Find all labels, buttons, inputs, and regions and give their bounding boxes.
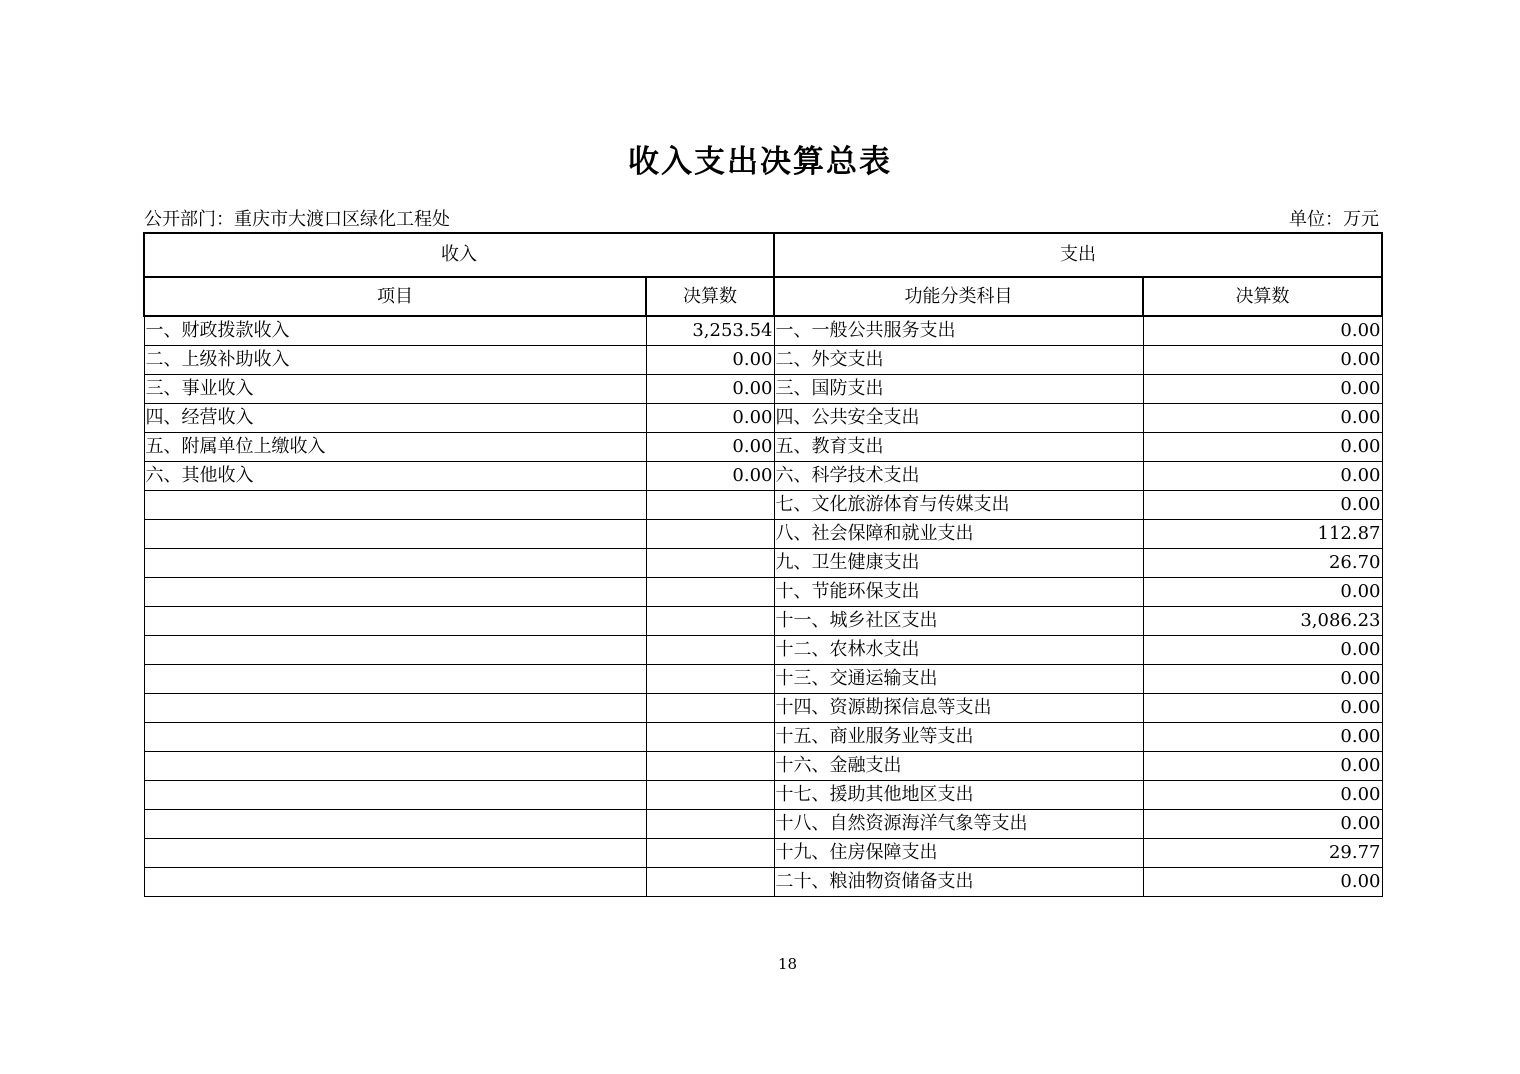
amount2-header: 决算数 <box>1143 277 1382 316</box>
expense-item-cell: 十四、资源勘探信息等支出 <box>774 694 1143 723</box>
income-amount-cell: 0.00 <box>646 433 774 462</box>
expense-item-cell: 十八、自然资源海洋气象等支出 <box>774 810 1143 839</box>
expense-amount-cell: 0.00 <box>1143 752 1382 781</box>
table-row <box>144 723 1382 752</box>
department-label: 公开部门：重庆市大渡口区绿化工程处 <box>144 209 450 230</box>
expense-amount-cell: 3,086.23 <box>1143 607 1382 636</box>
income-expense-table <box>143 232 1383 897</box>
income-item-cell: 四、经营收入 <box>144 404 646 433</box>
page-title: 收入支出决算总表 <box>628 144 892 180</box>
income-item-cell <box>144 636 646 665</box>
item-header: 项目 <box>144 277 646 316</box>
expense-amount-cell: 0.00 <box>1143 375 1382 404</box>
income-amount-cell <box>646 578 774 607</box>
expense-item-cell: 十七、援助其他地区支出 <box>774 781 1143 810</box>
table-row <box>144 665 1382 694</box>
income-amount-cell <box>646 607 774 636</box>
income-item-cell: 六、其他收入 <box>144 462 646 491</box>
expense-header: 支出 <box>774 233 1382 277</box>
income-amount-cell <box>646 491 774 520</box>
income-item-cell <box>144 868 646 897</box>
income-item-cell <box>144 520 646 549</box>
amount-header: 决算数 <box>646 277 774 316</box>
expense-item-cell: 五、教育支出 <box>774 433 1143 462</box>
header-row-columns <box>144 277 1382 316</box>
table-row <box>144 404 1382 433</box>
expense-item-cell: 十六、金融支出 <box>774 752 1143 781</box>
income-item-cell <box>144 839 646 868</box>
table-row <box>144 839 1382 868</box>
expense-amount-cell: 0.00 <box>1143 316 1382 346</box>
expense-amount-cell: 0.00 <box>1143 491 1382 520</box>
expense-amount-cell: 29.77 <box>1143 839 1382 868</box>
income-amount-cell <box>646 636 774 665</box>
func-category-header: 功能分类科目 <box>774 277 1143 316</box>
expense-amount-cell: 112.87 <box>1143 520 1382 549</box>
income-amount-cell <box>646 723 774 752</box>
expense-item-cell: 二、外交支出 <box>774 346 1143 375</box>
income-item-cell <box>144 810 646 839</box>
expense-item-cell: 十九、住房保障支出 <box>774 839 1143 868</box>
income-item-cell <box>144 723 646 752</box>
unit-label: 单位：万元 <box>1289 209 1379 230</box>
income-amount-cell <box>646 665 774 694</box>
expense-item-cell: 一、一般公共服务支出 <box>774 316 1143 346</box>
table-row <box>144 462 1382 491</box>
table-row <box>144 491 1382 520</box>
expense-item-cell: 十三、交通运输支出 <box>774 665 1143 694</box>
table-row <box>144 868 1382 897</box>
income-amount-cell: 0.00 <box>646 462 774 491</box>
income-amount-cell <box>646 781 774 810</box>
expense-amount-cell: 0.00 <box>1143 636 1382 665</box>
expense-item-cell: 九、卫生健康支出 <box>774 549 1143 578</box>
income-item-cell: 二、上级补助收入 <box>144 346 646 375</box>
expense-amount-cell: 0.00 <box>1143 723 1382 752</box>
expense-item-cell: 十、节能环保支出 <box>774 578 1143 607</box>
income-amount-cell <box>646 868 774 897</box>
income-amount-cell: 3,253.54 <box>646 316 774 346</box>
expense-amount-cell: 0.00 <box>1143 665 1382 694</box>
table-row <box>144 316 1382 346</box>
expense-amount-cell: 26.70 <box>1143 549 1382 578</box>
expense-item-cell: 七、文化旅游体育与传媒支出 <box>774 491 1143 520</box>
expense-item-cell: 三、国防支出 <box>774 375 1143 404</box>
expense-amount-cell: 0.00 <box>1143 578 1382 607</box>
expense-amount-cell: 0.00 <box>1143 810 1382 839</box>
income-item-cell <box>144 752 646 781</box>
expense-item-cell: 四、公共安全支出 <box>774 404 1143 433</box>
table-row <box>144 346 1382 375</box>
income-header: 收入 <box>144 233 774 277</box>
table-row <box>144 549 1382 578</box>
expense-item-cell: 六、科学技术支出 <box>774 462 1143 491</box>
table-row <box>144 636 1382 665</box>
table-row <box>144 781 1382 810</box>
income-amount-cell <box>646 549 774 578</box>
expense-amount-cell: 0.00 <box>1143 781 1382 810</box>
income-amount-cell <box>646 752 774 781</box>
income-item-cell: 一、财政拨款收入 <box>144 316 646 346</box>
expense-item-cell: 二十、粮油物资储备支出 <box>774 868 1143 897</box>
expense-amount-cell: 0.00 <box>1143 694 1382 723</box>
income-item-cell <box>144 578 646 607</box>
income-item-cell <box>144 694 646 723</box>
income-amount-cell <box>646 694 774 723</box>
income-item-cell: 五、附属单位上缴收入 <box>144 433 646 462</box>
table-body <box>144 233 1382 897</box>
table-row <box>144 752 1382 781</box>
income-amount-cell: 0.00 <box>646 404 774 433</box>
header-row-sections <box>144 233 1382 277</box>
income-item-cell <box>144 665 646 694</box>
expense-amount-cell: 0.00 <box>1143 404 1382 433</box>
income-amount-cell <box>646 839 774 868</box>
income-amount-cell: 0.00 <box>646 346 774 375</box>
table-row <box>144 375 1382 404</box>
table-row <box>144 520 1382 549</box>
expense-amount-cell: 0.00 <box>1143 462 1382 491</box>
income-item-cell <box>144 607 646 636</box>
expense-item-cell: 十一、城乡社区支出 <box>774 607 1143 636</box>
income-item-cell <box>144 549 646 578</box>
expense-amount-cell: 0.00 <box>1143 346 1382 375</box>
expense-item-cell: 十二、农林水支出 <box>774 636 1143 665</box>
expense-item-cell: 八、社会保障和就业支出 <box>774 520 1143 549</box>
table-row <box>144 578 1382 607</box>
expense-amount-cell: 0.00 <box>1143 433 1382 462</box>
income-item-cell <box>144 491 646 520</box>
table-row <box>144 810 1382 839</box>
income-item-cell <box>144 781 646 810</box>
table-row <box>144 607 1382 636</box>
income-item-cell: 三、事业收入 <box>144 375 646 404</box>
table-row <box>144 433 1382 462</box>
table-row <box>144 694 1382 723</box>
expense-item-cell: 十五、商业服务业等支出 <box>774 723 1143 752</box>
income-amount-cell: 0.00 <box>646 375 774 404</box>
page-number: 18 <box>777 955 798 973</box>
expense-amount-cell: 0.00 <box>1143 868 1382 897</box>
income-amount-cell <box>646 810 774 839</box>
income-amount-cell <box>646 520 774 549</box>
